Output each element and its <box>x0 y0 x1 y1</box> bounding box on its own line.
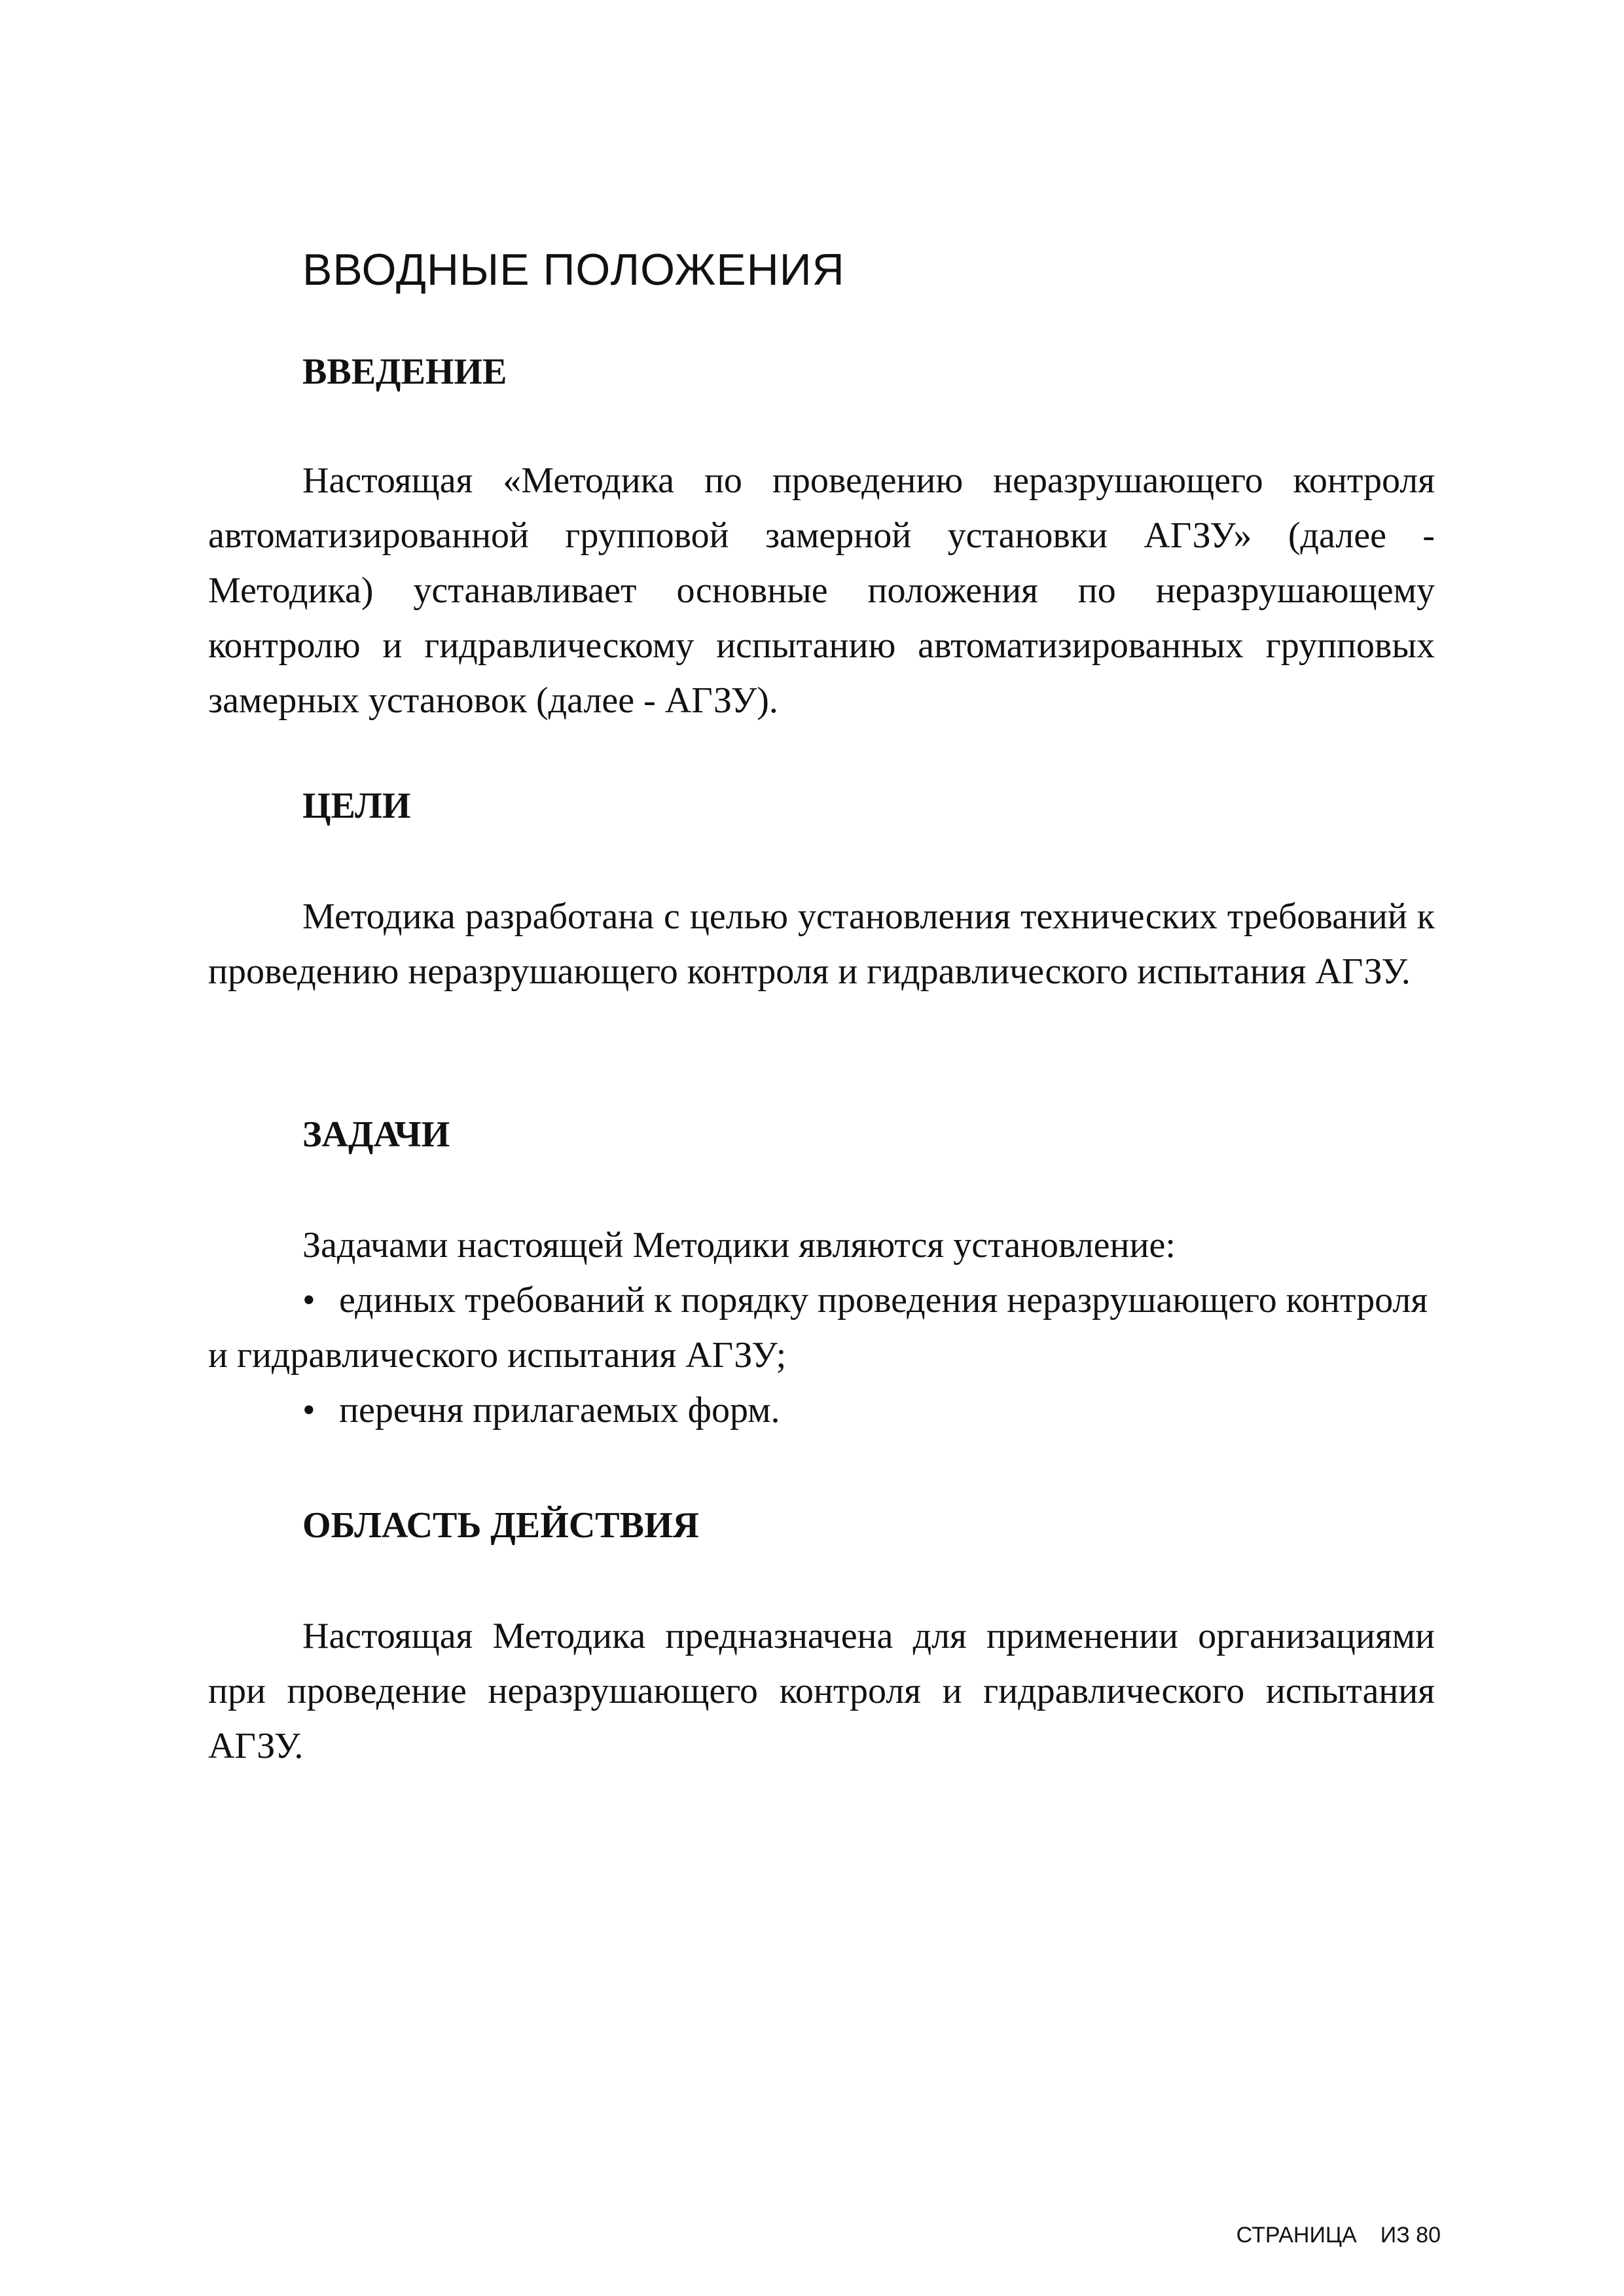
list-item <box>208 1383 1435 1438</box>
goals-paragraph: Методика разработана с целью установления технических требований к проведению неразрушающего контроля и гидравлического испытания АГЗУ. <box>208 896 1435 992</box>
page-number-footer <box>1236 2224 1441 2246</box>
introduction-paragraph: Настоящая «Методика по проведению неразрушающего контроля автоматизированной групповой замерной установки АГЗУ» (далее - Методика) устанавливает основные положения по неразрушающему контролю и гидравлическому испытанию автоматизированных групповых замерных установок (далее - АГЗУ). <box>208 460 1435 721</box>
section-heading-introduction: ВВЕДЕНИЕ <box>302 352 507 392</box>
page-label: СТРАНИЦА <box>1236 2223 1357 2248</box>
list-item-text: единых требований к порядку проведения неразрушающего контроля и гидравлического испытания АГЗУ; <box>208 1280 1428 1376</box>
section-heading-tasks: ЗАДАЧИ <box>302 1114 450 1155</box>
bullet-icon: • <box>302 1390 316 1430</box>
section-heading-scope: ОБЛАСТЬ ДЕЙСТВИЯ <box>302 1505 699 1546</box>
section-heading-goals: ЦЕЛИ <box>302 786 411 826</box>
tasks-list <box>208 1273 1435 1438</box>
page-total-label: ИЗ 80 <box>1380 2223 1441 2248</box>
list-item <box>208 1273 1435 1383</box>
bullet-icon: • <box>302 1280 316 1321</box>
list-item-text: перечня прилагаемых форм. <box>339 1390 780 1430</box>
page-title: ВВОДНЫЕ ПОЛОЖЕНИЯ <box>302 245 845 295</box>
scope-paragraph: Настоящая Методика предназначена для применении организациями при проведение неразрушающего контроля и гидравлического испытания АГЗУ. <box>208 1616 1435 1766</box>
tasks-lead-sentence: Задачами настоящей Методики являются установление: <box>302 1225 1176 1266</box>
tasks-block <box>208 1218 1435 1438</box>
